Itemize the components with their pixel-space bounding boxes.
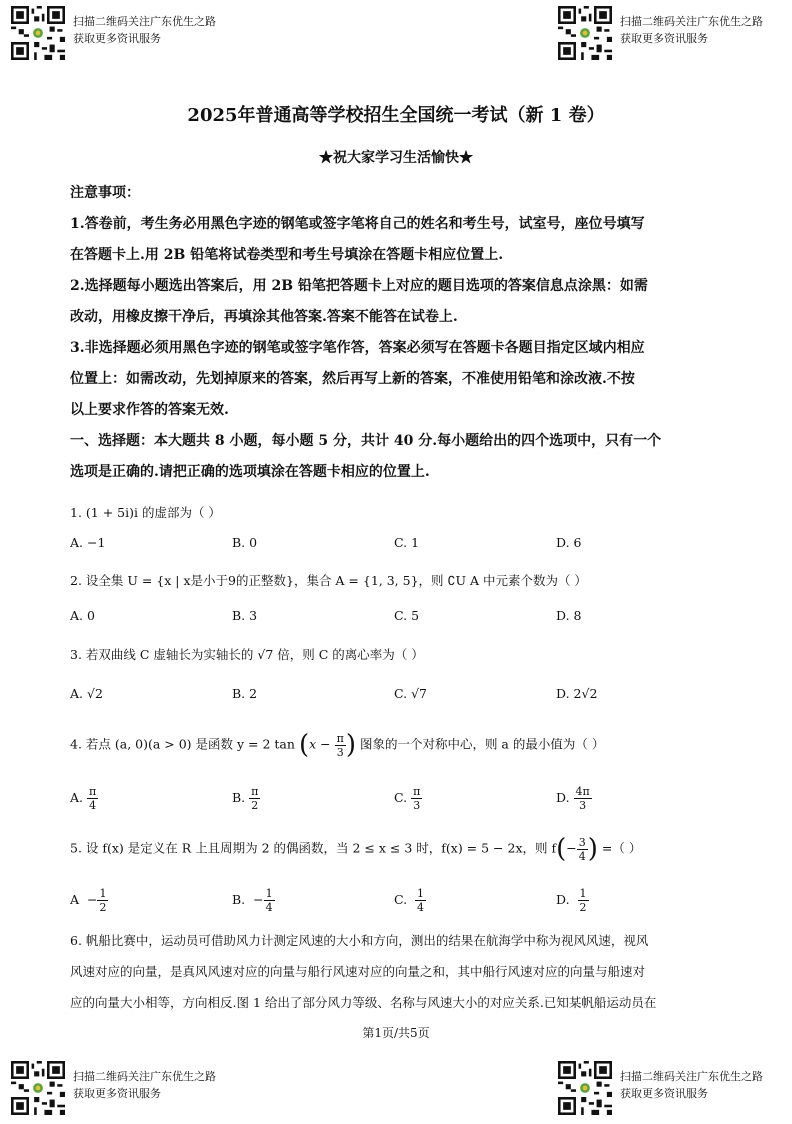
question-4-option-d: [556, 785, 592, 812]
option-label: A: [70, 892, 80, 907]
qr-caption-line2: 获取更多资讯服务: [620, 1087, 708, 1100]
option-label: B.: [232, 892, 246, 907]
section-heading-line: 一、选择题：本大题共 8 小题，每小题 5 分，共计 40 分.每小题给出的四个选项中，只有一个: [70, 433, 662, 449]
page-number: 第1页/共5页: [362, 1026, 430, 1040]
qr-code-icon: [558, 1061, 612, 1115]
qr-caption-line1: 扫描二维码关注广东优生之路: [620, 1070, 763, 1083]
qr-caption-line2: 获取更多资讯服务: [620, 32, 708, 45]
frac-den: 2: [99, 901, 107, 914]
frac-num: π: [251, 785, 259, 798]
question-5-text: [70, 834, 641, 864]
frac-den: 4: [578, 849, 586, 863]
question-5-option-d: [556, 887, 589, 914]
question-4-text-after: 图象的一个对称中心，则 a 的最小值为（ ）: [359, 736, 605, 752]
frac-den: 2: [579, 901, 587, 914]
question-4-text: [70, 730, 604, 760]
frac-den: 4: [417, 901, 425, 914]
q5-frac: [577, 836, 588, 863]
paren-open: (: [298, 730, 310, 760]
option-frac: [264, 887, 275, 914]
option-frac: [574, 785, 592, 812]
notice-line: 在答题卡上.用 2B 铅笔将试卷类型和考生号填涂在答题卡相应位置上.: [70, 247, 504, 263]
option-frac: [87, 785, 98, 812]
question-5-text-before: 5. 设 f(x) 是定义在 R 上且周期为 2 的偶函数，当 2 ≤ x ≤ 3 时，f(x) = 5 − 2x，则 f: [70, 840, 557, 856]
frac-num: π: [336, 731, 344, 745]
question-6-line: 风速对应的向量，是真风风速对应的向量与船行风速对应的向量之和，其中船行风速对应的向量与船速对: [70, 964, 646, 979]
question-1-text: 1. (1 + 5i)i 的虚部为（ ）: [70, 505, 221, 520]
frac-den: 4: [265, 901, 273, 914]
option-frac: [411, 785, 422, 812]
qr-code-top-right: [558, 6, 612, 60]
paren-open: (: [556, 834, 567, 864]
frac-den: 4: [89, 799, 97, 812]
question-6-line: 应的向量大小相等，方向相反.图 1 给出了部分风力等级、名称与风速大小的对应关系.已知某帆船运动员在: [70, 995, 657, 1010]
frac-den: 2: [251, 799, 259, 812]
question-5-option-a: [70, 887, 108, 914]
qr-caption-top-left: [73, 13, 216, 47]
option-label: D.: [556, 790, 570, 805]
question-2-option-d: D. 8: [556, 608, 582, 623]
frac-den: 3: [413, 799, 421, 812]
frac-den: 3: [579, 799, 587, 812]
section-heading-line: 选项是正确的.请把正确的选项填涂在答题卡相应的位置上.: [70, 464, 430, 480]
q4-arg: x −: [309, 736, 331, 752]
frac-num: 1: [265, 887, 273, 900]
qr-code-icon: [11, 1061, 65, 1115]
question-5-option-b: [232, 887, 275, 914]
exam-subtitle: ★祝大家学习生活愉快★: [319, 150, 473, 166]
question-3-option-a: A. √2: [70, 686, 103, 701]
option-label: C.: [394, 892, 408, 907]
question-3-option-b: B. 2: [232, 686, 258, 701]
question-5-text-after: =（ ）: [601, 840, 642, 856]
notice-line: 2.选择题每小题选出答案后，用 2B 铅笔把答题卡上对应的题目选项的答案信息点涂黑：如需: [70, 278, 648, 294]
notice-heading: 注意事项：: [70, 185, 140, 201]
question-5-option-c: [394, 887, 426, 914]
qr-code-icon: [558, 6, 612, 60]
qr-code-bottom-left: [11, 1061, 65, 1115]
paren-close: ): [345, 730, 356, 760]
qr-caption-bottom-left: [73, 1068, 216, 1102]
question-6-line: 6. 帆船比赛中，运动员可借助风力计测定风速的大小和方向，测出的结果在航海学中称为视风风速，视风: [70, 933, 649, 948]
frac-num: 1: [579, 887, 587, 900]
qr-code-bottom-right: [558, 1061, 612, 1115]
qr-code-top-left: [11, 6, 65, 60]
frac-num: 3: [578, 835, 586, 849]
qr-caption-line1: 扫描二维码关注广东优生之路: [73, 15, 216, 28]
option-label: A.: [70, 790, 84, 805]
question-3-option-c: C. √7: [394, 686, 427, 701]
qr-caption-line2: 获取更多资讯服务: [73, 32, 161, 45]
notice-line: 位置上：如需改动，先划掉原来的答案，然后再写上新的答案，不准使用铅笔和涂改液.不按: [70, 371, 635, 387]
question-4-text-before: 4. 若点 (a, 0)(a > 0) 是函数 y = 2 tan: [70, 736, 295, 752]
question-3-option-d: D. 2√2: [556, 686, 598, 701]
option-label: C.: [394, 790, 408, 805]
qr-caption-line2: 获取更多资讯服务: [73, 1087, 161, 1100]
notice-line: 1.答卷前，考生务必用黑色字迹的钢笔或签字笔将自己的姓名和考生号，试室号，座位号填写: [70, 216, 645, 232]
question-1-option-d: D. 6: [556, 535, 582, 550]
exam-title: 2025年普通高等学校招生全国统一考试（新 1 卷）: [187, 105, 605, 126]
frac-num: 1: [417, 887, 425, 900]
qr-caption-top-right: [620, 13, 763, 47]
frac-num: 4π: [575, 785, 590, 798]
option-frac: [97, 887, 108, 914]
question-2-option-a: A. 0: [70, 608, 95, 623]
question-3-text: 3. 若双曲线 C 虚轴长为实轴长的 √7 倍，则 C 的离心率为（ ）: [70, 647, 424, 662]
frac-num: π: [413, 785, 421, 798]
qr-code-icon: [11, 6, 65, 60]
option-label: B.: [232, 790, 246, 805]
question-4-option-a: [70, 785, 98, 812]
paren-close: ): [587, 834, 598, 864]
option-sign: −: [86, 892, 98, 907]
qr-caption-line1: 扫描二维码关注广东优生之路: [73, 1070, 216, 1083]
question-1-option-c: C. 1: [394, 535, 420, 550]
notice-line: 改动，用橡皮擦干净后，再填涂其他答案.答案不能答在试卷上.: [70, 309, 458, 325]
option-frac: [415, 887, 426, 914]
frac-num: 1: [99, 887, 107, 900]
notice-line: 以上要求作答的答案无效.: [70, 402, 229, 418]
option-frac: [578, 887, 589, 914]
question-1-option-a: A. −1: [70, 535, 106, 550]
option-sign: −: [253, 892, 264, 907]
notice-line: 3.非选择题必须用黑色字迹的钢笔或签字笔作答，答案必须写在答题卡各题目指定区域内相应: [70, 340, 645, 356]
question-4-option-b: [232, 785, 260, 812]
qr-caption-bottom-right: [620, 1068, 763, 1102]
question-2-option-b: B. 3: [232, 608, 258, 623]
frac-den: 3: [336, 745, 344, 759]
question-2-text: 2. 设全集 U = {x | x是小于9的正整数}，集合 A = {1, 3, 5}，则 ∁U A 中元素个数为（ ）: [70, 573, 587, 588]
option-label: D.: [556, 892, 570, 907]
q4-pi-over-3: [335, 732, 346, 759]
option-frac: [249, 785, 260, 812]
frac-num: π: [89, 785, 97, 798]
qr-caption-line1: 扫描二维码关注广东优生之路: [620, 15, 763, 28]
question-4-option-c: [394, 785, 422, 812]
question-2-option-c: C. 5: [394, 608, 420, 623]
question-1-option-b: B. 0: [232, 535, 258, 550]
minus-sign: −: [566, 840, 577, 856]
